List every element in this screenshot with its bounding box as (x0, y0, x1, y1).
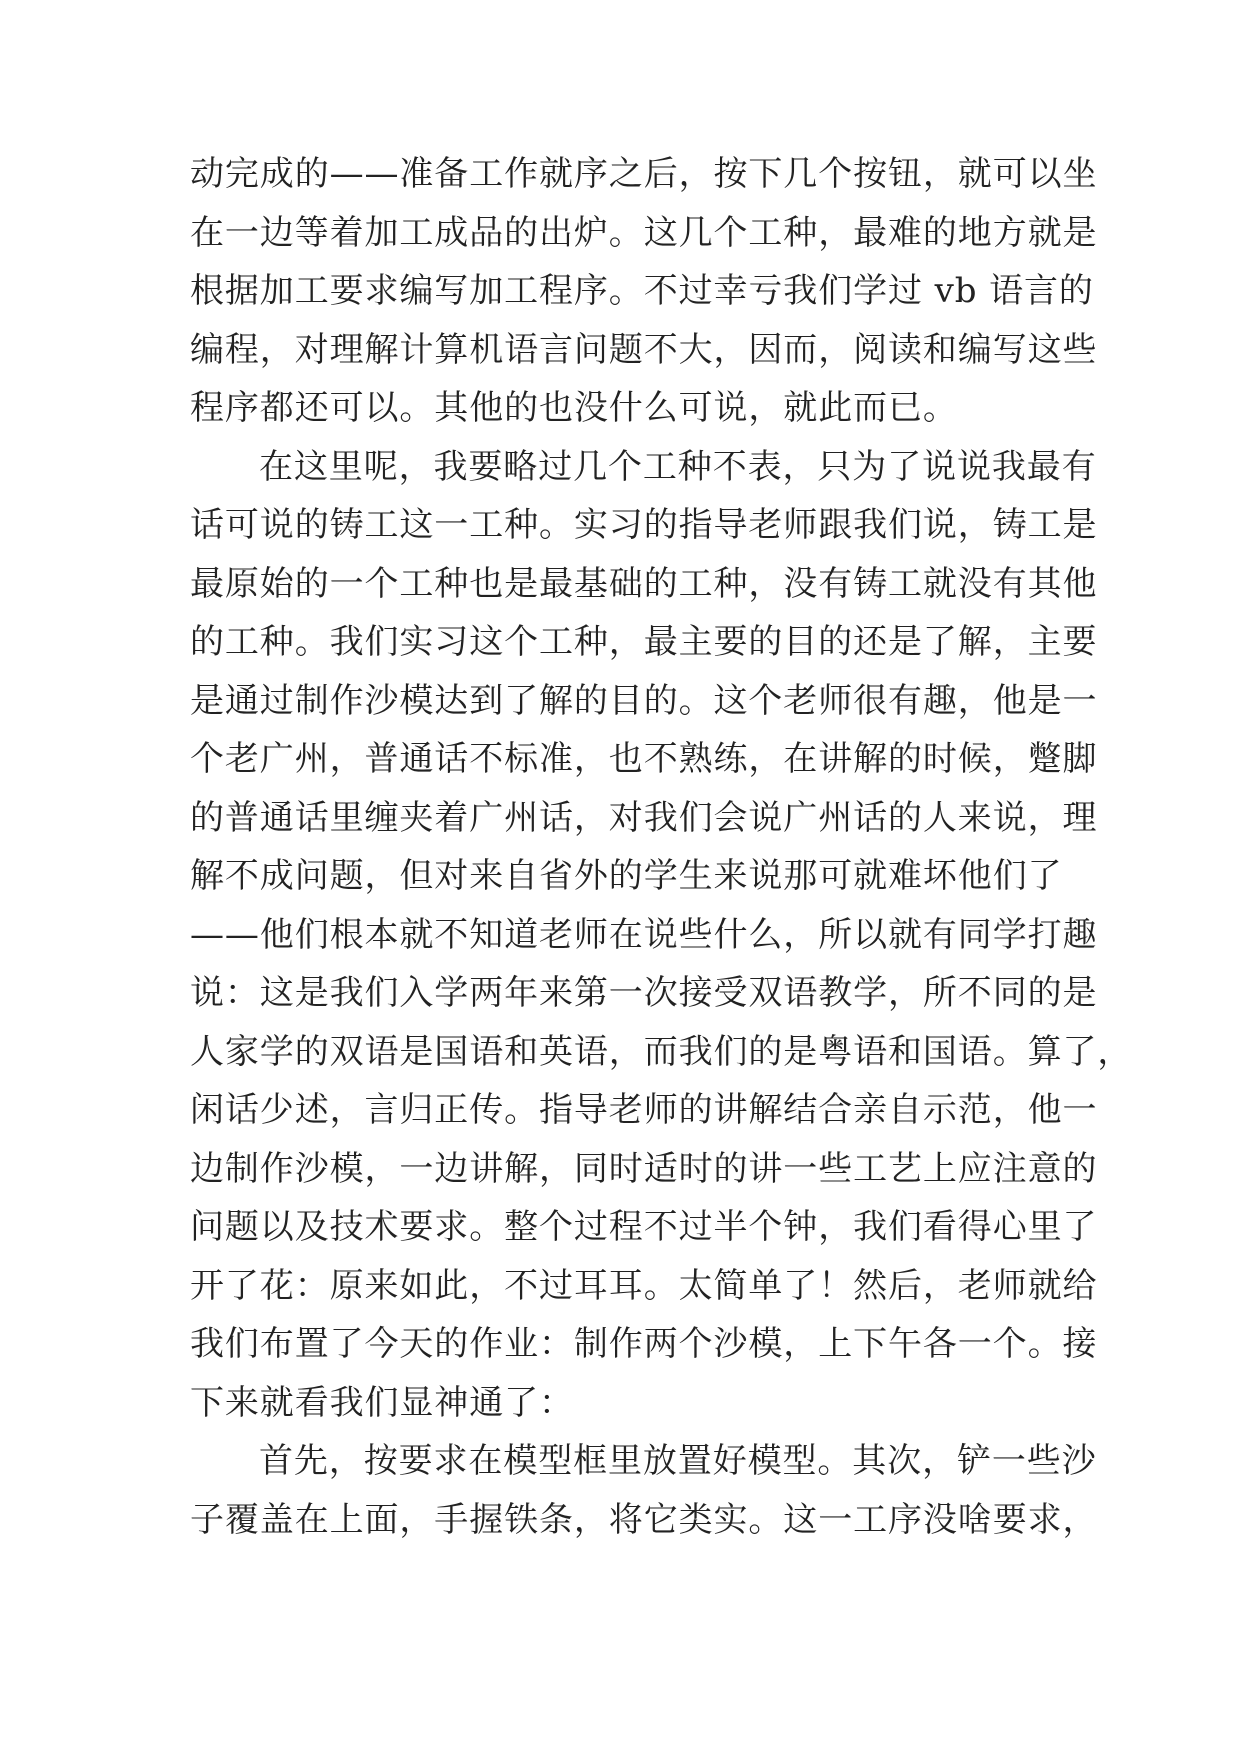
text-line: 编程，对理解计算机语言问题不大，因而，阅读和编写这些 (190, 329, 1098, 370)
text-line: 在一边等着加工成品的出炉。这几个工种，最难的地方就是 (190, 212, 1098, 253)
body-text (190, 145, 1133, 1549)
text-line: 的工种。我们实习这个工种，最主要的目的还是了解，主要 (190, 622, 1098, 662)
text-line: 程序都还可以。其他的也没什么可说，就此而已。 (190, 388, 958, 428)
paragraph-first-line: 首先，按要求在模型框里放置好模型。其次，铲一些沙 (259, 1441, 1097, 1481)
text-line: 子覆盖在上面，手握铁条，将它类实。这一工序没啥要求， (190, 1499, 1098, 1540)
text-line: 动完成的——准备工作就序之后，按下几个按钮，就可以坐 (190, 154, 1098, 194)
text-line: 下来就看我们显神通了： (190, 1382, 574, 1423)
text-line: 我们布置了今天的作业：制作两个沙模，上下午各一个。接 (190, 1324, 1098, 1364)
text-line: 闲话少述，言归正传。指导老师的讲解结合亲自示范，他一 (190, 1090, 1098, 1130)
text-line: 是通过制作沙模达到了解的目的。这个老师很有趣，他是一 (190, 680, 1098, 721)
text-line: 边制作沙模，一边讲解，同时适时的讲一些工艺上应注意的 (190, 1148, 1098, 1189)
text-line: 的普通话里缠夹着广州话，对我们会说广州话的人来说，理 (190, 797, 1098, 838)
text-line: 话可说的铸工这一工种。实习的指导老师跟我们说，铸工是 (190, 505, 1098, 545)
text-line: ——他们根本就不知道老师在说些什么，所以就有同学打趣 (190, 914, 1098, 955)
text-line: 说：这是我们入学两年来第一次接受双语教学，所不同的是 (190, 973, 1098, 1013)
text-line: 问题以及技术要求。整个过程不过半个钟，我们看得心里了 (190, 1207, 1098, 1247)
paragraph-first-line: 在这里呢，我要略过几个工种不表，只为了说说我最有 (259, 446, 1097, 487)
text-line: 个老广州，普通话不标准，也不熟练，在讲解的时候，蹩脚 (190, 739, 1098, 779)
text-line: 解不成问题，但对来自省外的学生来说那可就难坏他们了 (190, 856, 1063, 896)
text-line: 开了花：原来如此，不过耳耳。太简单了！然后，老师就给 (190, 1265, 1098, 1306)
text-line: 最原始的一个工种也是最基础的工种，没有铸工就没有其他 (190, 563, 1098, 604)
text-line: 根据加工要求编写加工程序。不过幸亏我们学过 vb 语言的 (190, 271, 1094, 311)
text-line: 人家学的双语是国语和英语，而我们的是粤语和国语。算了， (190, 1031, 1133, 1072)
